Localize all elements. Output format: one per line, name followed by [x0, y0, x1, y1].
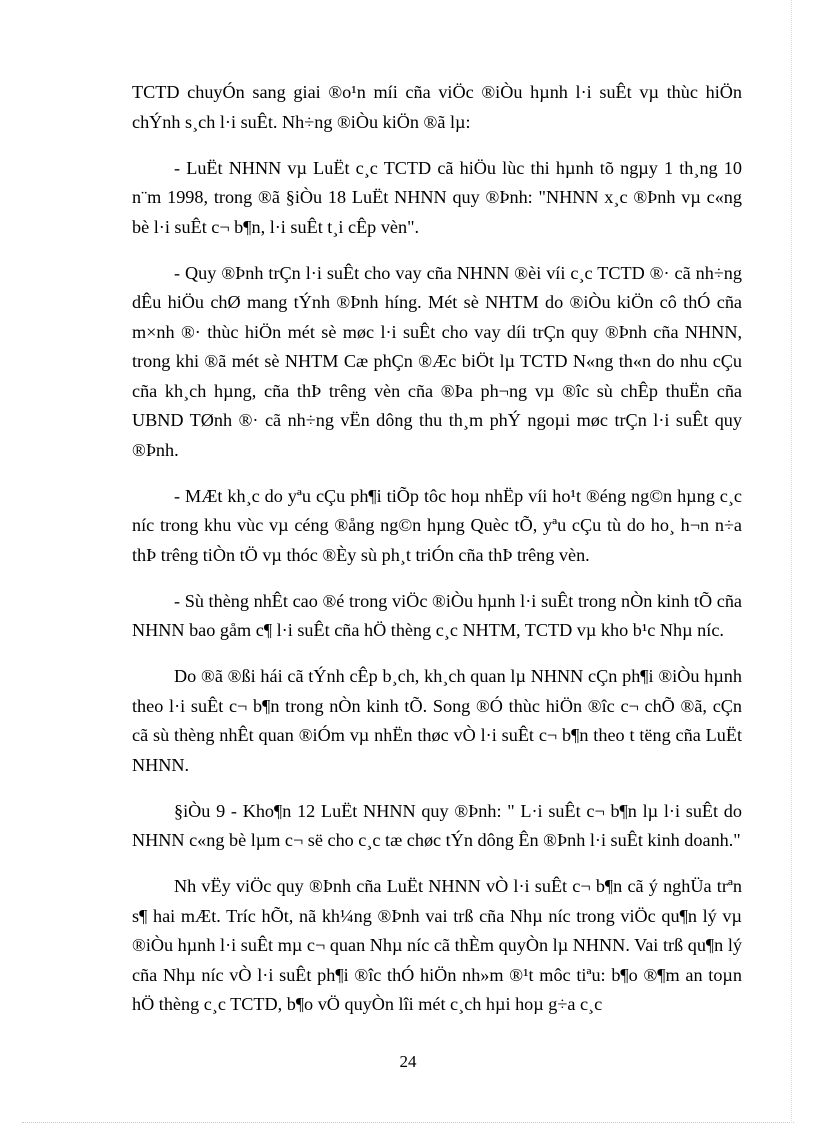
paragraph-interest-ceiling: - Quy ®Þnh trÇn l·i suÊt cho vay cña NHNN ®èi víi c¸c TCTD ®· cã nh÷ng dÊu hiÖu chØ mang tÝnh ®Þnh híng. Mét sè NHTM do ®iÒu kiÖn cô thÓ cña m×nh ®· thùc hiÖn mét sè møc l·i suÊt cho vay díi trÇn quy ®Þnh cña NHNN, trong khi ®ã mét sè NHTM Cæ phÇn ®Æc biÖt lµ TCTD N«ng th«n do nhu cÇu cña kh¸ch hµng, cña thÞ trêng vèn cña ®Þa ph¬ng vµ ®îc sù chÊp thuËn cña UBND TØnh ®· cã nh÷ng vËn dông thu th¸m phÝ ngoµi møc trÇn l·i suÊt quy ®Þnh. [132, 262, 742, 460]
paragraph-law-effective: - LuËt NHNN vµ LuËt c¸c TCTD cã hiÖu lùc thi hµnh tõ ngµy 1 th¸ng 10 n¨m 1998, trong ®ã §iÒu 18 LuËt NHNN quy ®Þnh: "NHNN x¸c ®Þnh vµ c«ng bè l·i suÊt c¬ b¶n, l·i suÊt t¸i cÊp vèn". [132, 157, 742, 237]
paragraph-integration: - MÆt kh¸c do yªu cÇu ph¶i tiÕp tôc hoµ nhËp víi ho¹t ®éng ng©n hµng c¸c níc trong khu vùc vµ céng ®ång ng©n hµng Quèc tÕ, yªu cÇu tù do ho¸ h¬n n÷a thÞ trêng tiÒn tÖ vµ thóc ®Èy sù ph¸t triÓn cña thÞ trêng vèn. [132, 485, 742, 565]
paragraph-unification: - Sù thèng nhÊt cao ®é trong viÖc ®iÒu hµnh l·i suÊt trong nÒn kinh tÕ cña NHNN bao gåm c¶ l·i suÊt cña hÖ thèng c¸c NHTM, TCTD vµ kho b¹c Nhµ níc. [132, 590, 742, 640]
page-right-divider [791, 0, 792, 1123]
paragraph-meaning: Nh vËy viÖc quy ®Þnh cña LuËt NHNN vÒ l·i suÊt c¬ b¶n cã ý nghÜa trªn s¶ hai mÆt. Tríc hÕt, nã kh¼ng ®Þnh vai trß cña Nhµ níc trong viÖc qu¶n lý vµ ®iÒu hµnh l·i suÊt mµ c¬ quan Nhµ níc cã thÈm quyÒn lµ NHNN. Vai trß qu¶n lý cña Nhµ níc vÒ l·i suÊt ph¶i ®îc thÓ hiÖn nh»m ®¹t môc tiªu: b¶o ®¶m an toµn hÖ thèng c¸c TCTD, b¶o vÖ quyÒn lîi mét c¸ch hµi hoµ g÷a c¸c [132, 876, 742, 1014]
paragraph-article-9: §iÒu 9 - Kho¶n 12 LuËt NHNN quy ®Þnh: " L·i suÊt c¬ b¶n lµ l·i suÊt do NHNN c«ng bè lµm c¬ së cho c¸c tæ chøc tÝn dông Ên ®Þnh l·i suÊt kinh doanh." [132, 800, 742, 850]
document-body [132, 78, 742, 1036]
paragraph-continuation: TCTD chuyÓn sang giai ®o¹n míi cña viÖc ®iÒu hµnh l·i suÊt vµ thùc hiÖn chÝnh s¸ch l·i suÊt. Nh÷ng ®iÒu kiÖn ®ã lµ: [132, 82, 742, 132]
page-number: 24 [399, 1052, 417, 1071]
paragraph-base-rate-need: Do ®ã ®ßi hái cã tÝnh cÊp b¸ch, kh¸ch quan lµ NHNN cÇn ph¶i ®iÒu hµnh theo l·i suÊt c¬ b¶n trong nÒn kinh tÕ. Song ®Ó thùc hiÖn ®îc c¬ chÕ ®ã, cÇn cã sù thèng nhÊt quan ®iÓm vµ nhËn thøc vÒ l·i suÊt c¬ b¶n theo t tëng cña LuËt NHNN. [132, 666, 742, 775]
